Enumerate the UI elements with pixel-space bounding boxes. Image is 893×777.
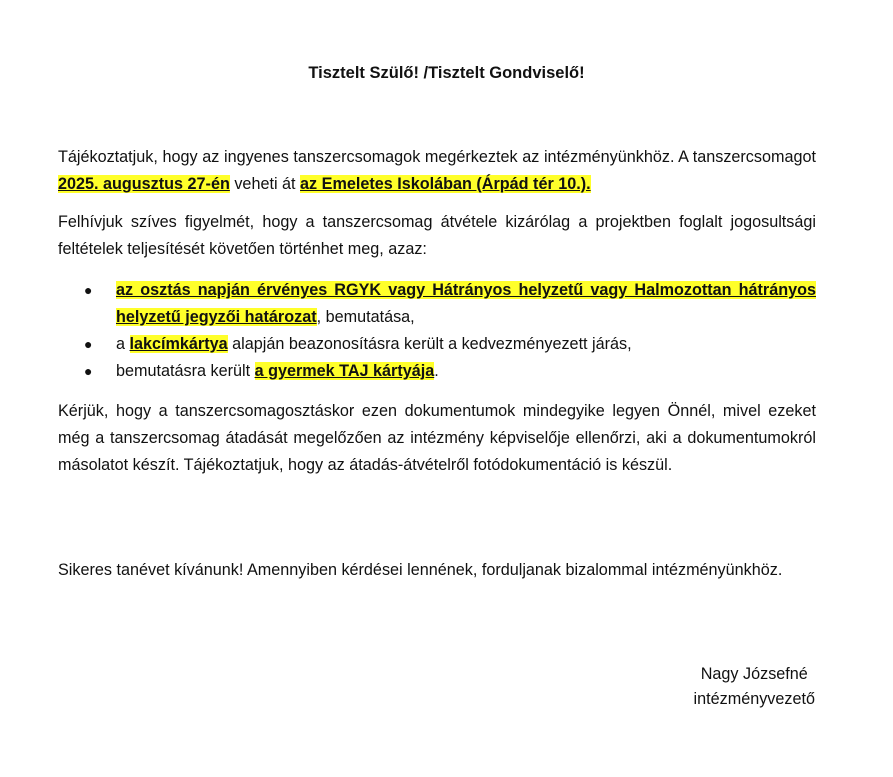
requirement-3-rest: . bbox=[434, 362, 439, 380]
bullet-icon: ● bbox=[84, 282, 93, 298]
signatory-role: intézményvezető bbox=[693, 690, 815, 708]
announcement-text-start: Tájékoztatjuk, hogy az ingyenes tanszercsomagok megérkeztek az intézményünkhöz. A tanszercsomagot bbox=[58, 148, 816, 166]
requirements-list bbox=[58, 277, 816, 385]
list-item bbox=[58, 277, 816, 331]
bullet-icon: ● bbox=[84, 363, 93, 379]
requirement-2-rest: alapján beazonosításra került a kedvezményezett járás, bbox=[227, 335, 632, 353]
requirement-1-rest: , bemutatása, bbox=[316, 308, 415, 326]
paragraph-documents: Kérjük, hogy a tanszercsomagosztáskor ezen dokumentumok mindegyike legyen Önnél, mivel ezeket még a tanszercsomag átadását megelőzően az intézmény képviselője ellenőrzi, aki a dokumentumokról másolatot készít. Tájékoztatjuk, hogy az átadás-átvételről fotódokumentáció is készül. bbox=[58, 402, 816, 474]
pickup-place-highlight: az Emeletes Iskolában (Árpád tér 10.). bbox=[300, 175, 591, 193]
requirement-1-highlight: az osztás napján érvényes RGYK vagy Hátrányos helyzetű vagy Halmozottan hátrányos helyzetű jegyzői határozat bbox=[116, 281, 816, 326]
list-item bbox=[58, 358, 816, 385]
signatory-name: Nagy Józsefné bbox=[700, 665, 808, 683]
requirement-3-pre: bemutatásra került bbox=[116, 362, 255, 380]
requirement-2-pre: a bbox=[116, 335, 130, 353]
list-item bbox=[58, 331, 816, 358]
paragraph-announcement bbox=[58, 144, 816, 198]
signature-block bbox=[694, 662, 815, 712]
announcement-text-mid: veheti át bbox=[229, 175, 301, 193]
paragraph-conditions: Felhívjuk szíves figyelmét, hogy a tanszercsomag átvétele kizárólag a projektben foglalt jogosultsági feltételek teljesítését követően történhet meg, azaz: bbox=[58, 213, 816, 258]
bullet-icon: ● bbox=[84, 336, 93, 352]
paragraph-closing: Sikeres tanévet kívánunk! Amennyiben kérdései lennének, forduljanak bizalommal intézményünkhöz. bbox=[58, 561, 783, 579]
pickup-date-highlight: 2025. augusztus 27-én bbox=[58, 175, 230, 193]
requirement-2-highlight: lakcímkártya bbox=[129, 335, 228, 353]
requirement-3-highlight: a gyermek TAJ kártyája bbox=[254, 362, 435, 380]
letter-salutation: Tisztelt Szülő! /Tisztelt Gondviselő! bbox=[308, 64, 585, 82]
